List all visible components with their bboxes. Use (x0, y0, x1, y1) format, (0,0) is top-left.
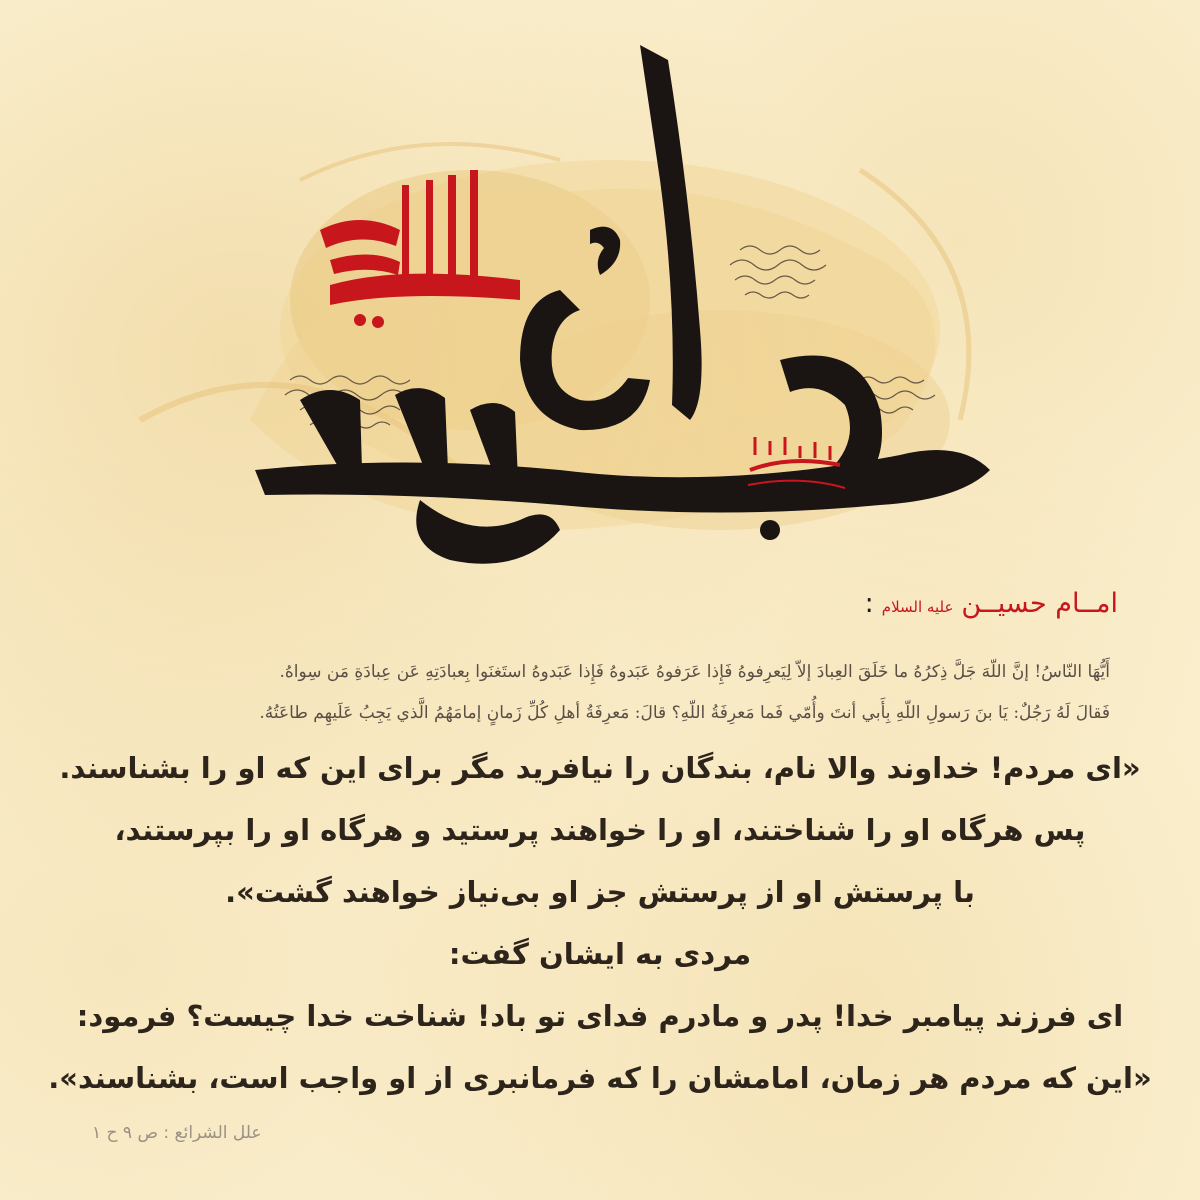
persian-translation-line-2: پس هرگاه او را شناختند، او را خواهند پرستید و هرگاه او را بپرستند، (114, 813, 1086, 847)
heading-colon: : (864, 588, 874, 619)
persian-translation-line-1: «ای مردم! خداوند والا نام، بندگان را نیافرید مگر برای این که او را بشناسند. (59, 751, 1141, 785)
source-citation: علل الشرائع : ص ۹ ح ۱ (92, 1123, 262, 1143)
persian-translation-line-3: با پرستش او از پرستش جز او بی‌نیاز خواهند گشت». (225, 875, 975, 909)
honorific: علیه السلام (881, 598, 954, 616)
arabic-hadith-line-2: فَقالَ لَهُ رَجُلٌ: يَا بنَ رَسولِ اللّهِ بِأَبي أنتَ وأُمّي فَما مَعرِفَةُ اللّهِ؟ قالَ: مَعرِفَةُ أهلِ كُلِّ زَمانٍ إمامَهُمُ الَّذي يَجِبُ عَلَيهِم طاعَتُهُ. (259, 703, 1110, 723)
persian-translation-line-4: مردی به ایشان گفت: (448, 937, 752, 971)
persian-translation-line-6: «این که مردم هر زمان، امامشان را که فرمانبری از او واجب است، بشناسند». (48, 1061, 1152, 1095)
speaker-name: امــام حسیــن (961, 588, 1118, 619)
speaker-heading (865, 588, 1118, 619)
persian-translation-line-5: ای فرزند پیامبر خدا! پدر و مادرم فدای تو باد! شناخت خدا چیست؟ فرمود: (76, 999, 1124, 1033)
arabic-hadith-line-1: أَيُّهَا النّاسُ! إنَّ اللّهَ جَلَّ ذِكرُهُ ما خَلَقَ العِبادَ إلاّ لِيَعرِفوهُ فَإِذا عَرَفوهُ عَبَدوهُ فَإِذا عَبَدوهُ استَغنَوا بِعبادَتِهِ عَن عِبادَةِ مَن سِواهُ. (279, 662, 1110, 682)
